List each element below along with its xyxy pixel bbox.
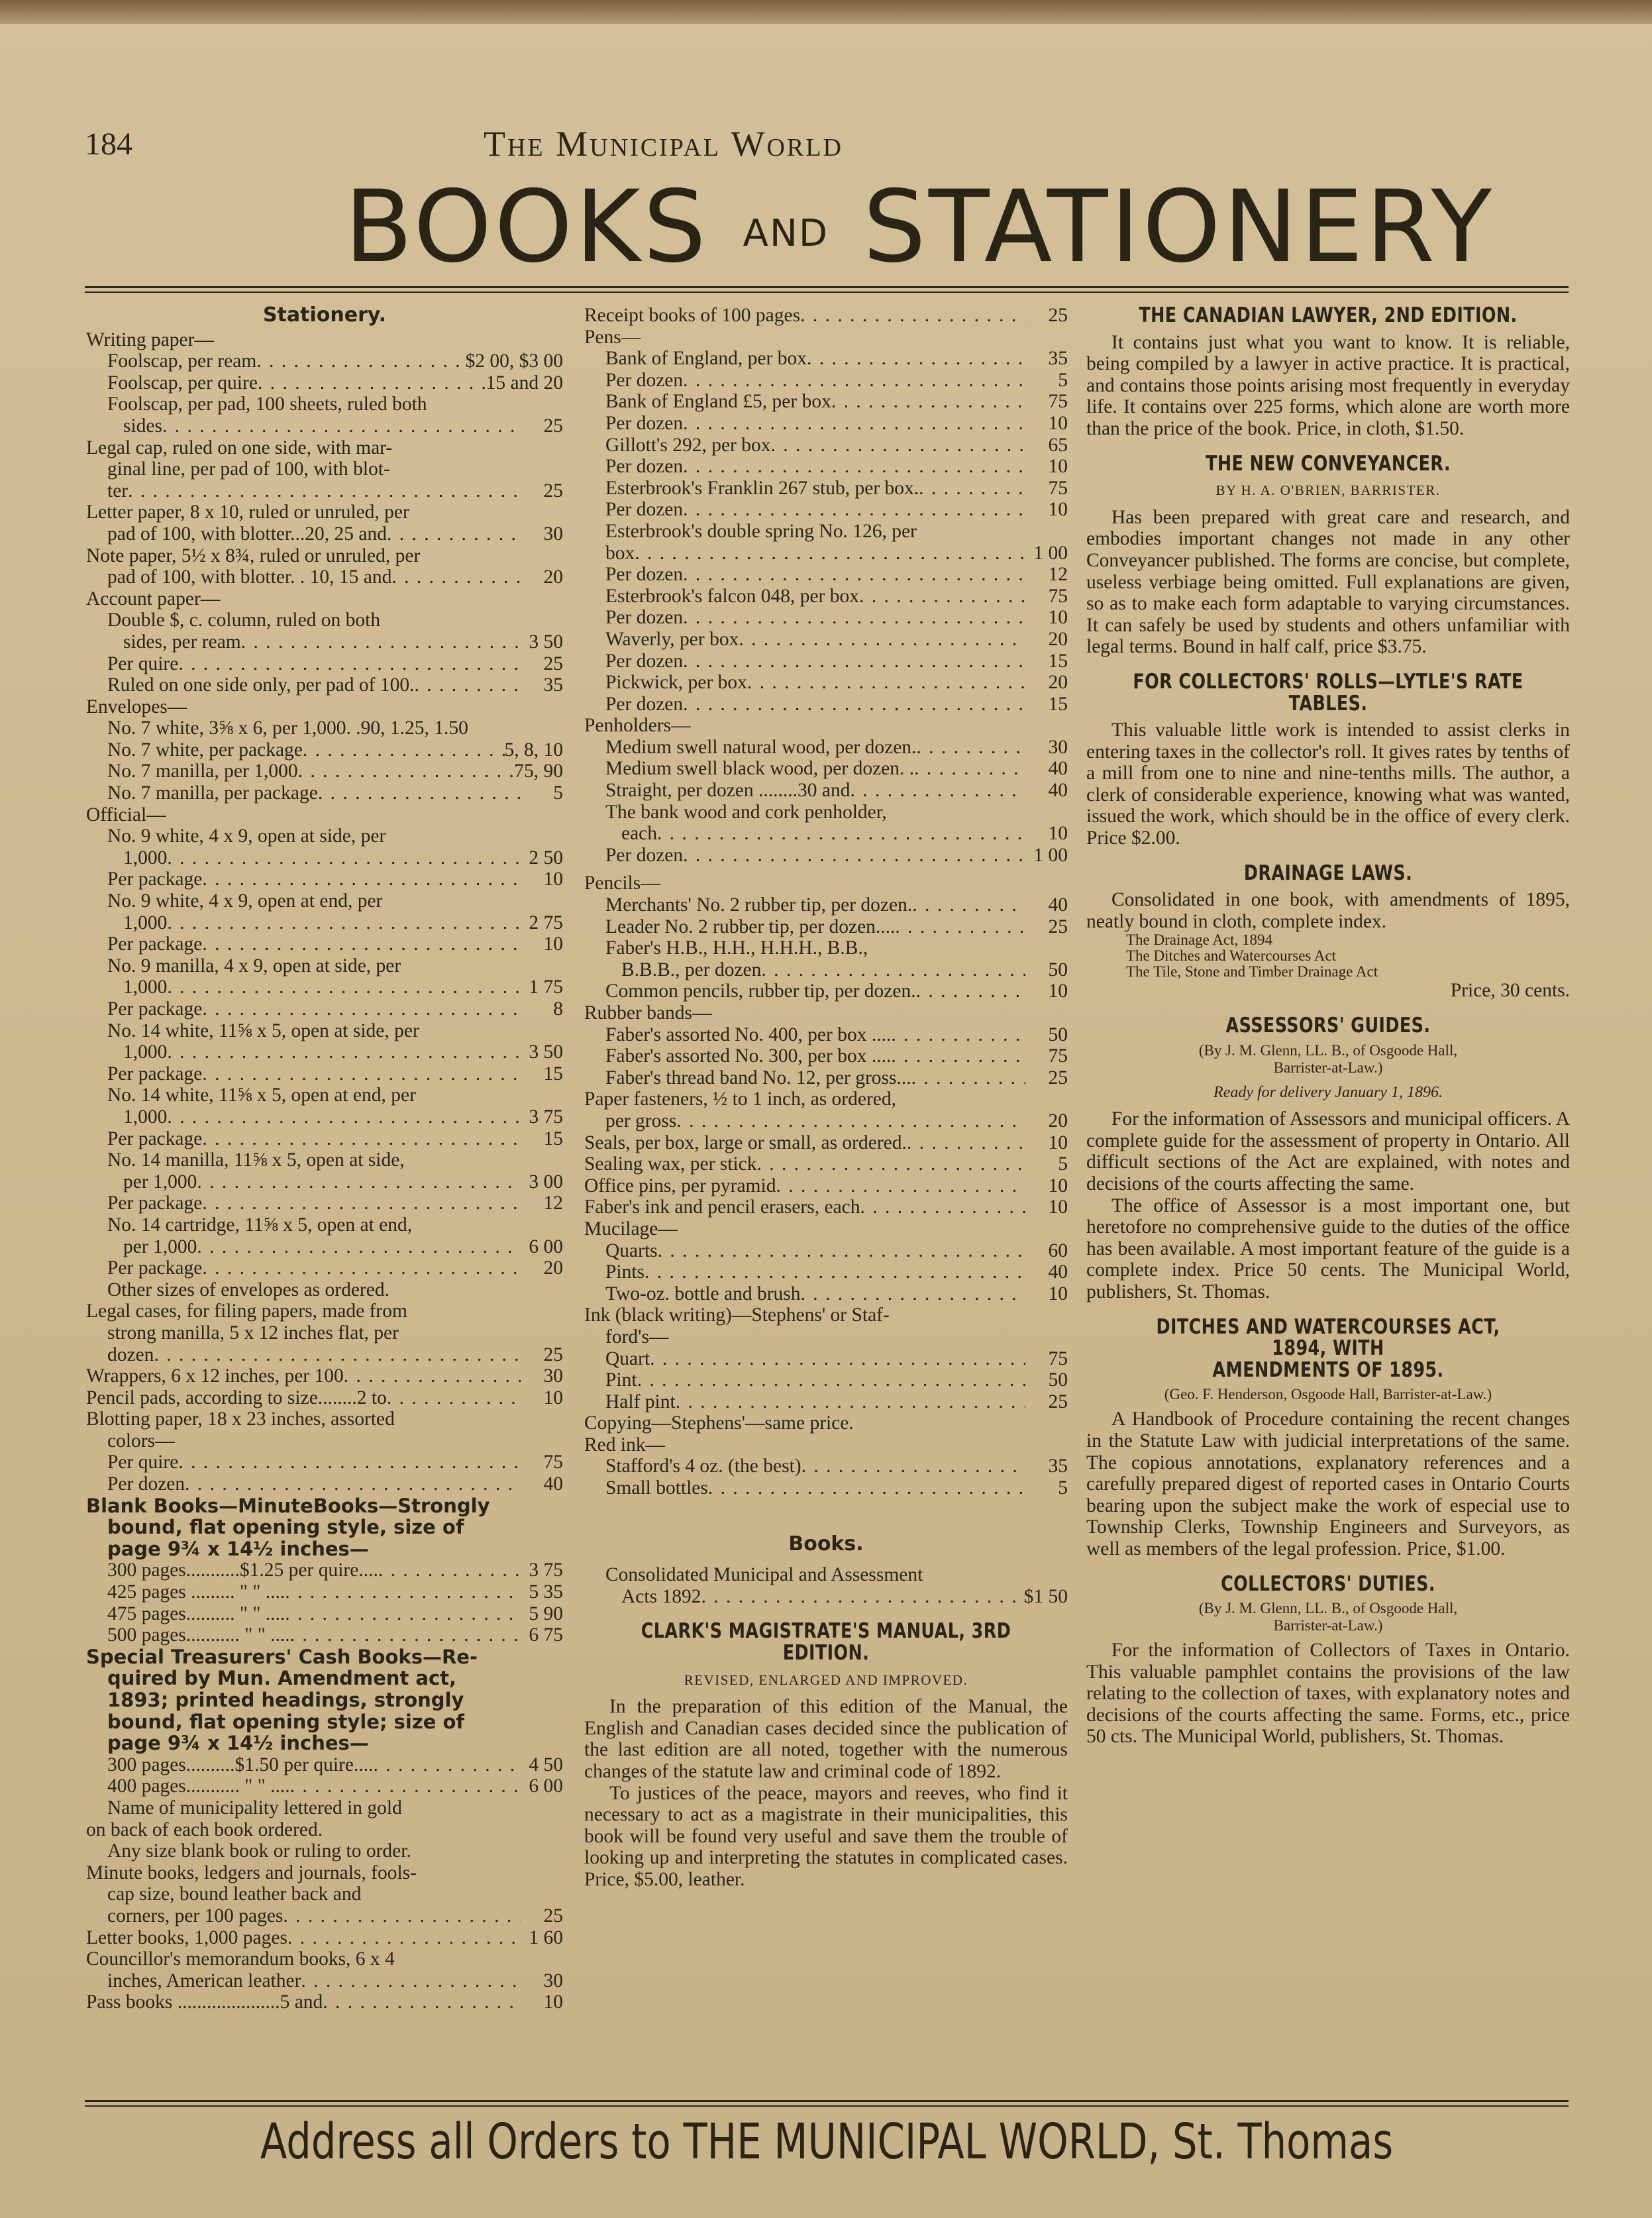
collectors-duties-paragraph: For the information of Collectors of Taxes in Ontario. This valuable pamphlet contains the provisions of the law relating to the collection of taxes, with explanatory notes and decisions of the courts affecting the same. Forms, etc., price 50 cts. The Municipal World, publishers, St. Thomas. bbox=[1086, 1640, 1570, 1748]
price-row: Per package . . . 10 bbox=[86, 869, 563, 890]
price-row: each . . . 10 bbox=[584, 823, 1068, 845]
price-row: Per package . . . 8 bbox=[86, 998, 563, 1020]
price-row: Per dozen . . . 10 bbox=[584, 499, 1068, 521]
price-row: Acts 1892 . . . $1 50 bbox=[584, 1586, 1068, 1608]
item-text: cap size, bound leather back and bbox=[107, 1883, 362, 1905]
price-row: Per package . . . 10 bbox=[86, 933, 563, 955]
footer-address: Address all Orders to THE MUNICIPAL WORLD, St. Thomas bbox=[260, 2113, 1394, 2170]
item-text: on back of each book ordered. bbox=[86, 1819, 323, 1840]
price-row: Quart . . . 75 bbox=[584, 1348, 1068, 1370]
clark-paragraph: In the preparation of this edition of the Manual, the English and Canadian cases decided since the publication of the last edition are all noted, together with the numerous changes of the statute law and criminal code of 1892. bbox=[584, 1696, 1068, 1782]
price-row: 1,000 . . . 2 75 bbox=[86, 912, 563, 934]
bold-heading: Blank Books—MinuteBooks—Strongly bbox=[86, 1494, 490, 1517]
drainage-price: Price, 30 cents. bbox=[1450, 980, 1570, 1002]
price-row: Esterbrook's falcon 048, per box . . . 75 bbox=[584, 586, 1068, 607]
drainage-act: The Ditches and Watercourses Act bbox=[1126, 947, 1337, 965]
price-row: Esterbrook's Franklin 267 stub, per box. . . . 75 bbox=[584, 478, 1068, 500]
price-row: 1,000 . . . 1 75 bbox=[86, 977, 563, 998]
item-text: Letter paper, 8 x 10, ruled or unruled, per bbox=[86, 502, 409, 523]
price-row: Per dozen . . . 12 bbox=[584, 564, 1068, 586]
price-row: dozen . . . 25 bbox=[86, 1344, 563, 1366]
section-caption: Stationery. bbox=[262, 303, 387, 327]
masthead-left: BOOKS bbox=[344, 170, 709, 285]
item-text: Paper fasteners, ½ to 1 inch, as ordered, bbox=[584, 1088, 897, 1110]
price-row: Faber's thread band No. 12, per gross... . . . 25 bbox=[584, 1067, 1068, 1089]
price-row: Foolscap, per quire . . . 15 and 20 bbox=[86, 372, 563, 394]
item-text: No. 9 white, 4 x 9, open at side, per bbox=[107, 825, 386, 847]
drainage-act: The Tile, Stone and Timber Drainage Act bbox=[1126, 963, 1378, 980]
page-number: 184 bbox=[85, 127, 132, 162]
header-rule-thin bbox=[85, 291, 1569, 293]
drainage-act: The Drainage Act, 1894 bbox=[1126, 931, 1272, 949]
collectors-rolls-paragraph: This valuable little work is intended to assist clerks in entering taxes in the collector's roll. It gives rates by tenths of a mill from one to nine and nine-tenths mills. The author, a clerk of considerable experience, knowing what was wanted, issued the work, which should be in the office of every clerk. Price $2.00. bbox=[1086, 719, 1570, 849]
price-row: sides, per ream . . . 3 50 bbox=[86, 631, 563, 653]
clark-subheading: REVISED, ENLARGED AND IMPROVED. bbox=[684, 1671, 968, 1688]
price-row: 425 pages ......... " " .... . . . 5 35 bbox=[86, 1581, 563, 1603]
price-row: Half pint . . . 25 bbox=[584, 1391, 1068, 1413]
ditches-heading: AMENDMENTS OF 1895. bbox=[1212, 1357, 1444, 1382]
price-row: Medium swell black wood, per dozen. . . . . 40 bbox=[584, 758, 1068, 780]
item-text: Esterbrook's double spring No. 126, per bbox=[605, 520, 917, 542]
item-text: No. 9 manilla, 4 x 9, open at side, per bbox=[107, 955, 401, 977]
price-row: Office pins, per pyramid . . . 10 bbox=[584, 1175, 1068, 1197]
clark-heading: CLARK'S MAGISTRATE'S MANUAL, 3RD EDITION. bbox=[641, 1619, 1011, 1665]
price-row: Per package . . . 15 bbox=[86, 1128, 563, 1150]
price-row: B.B.B., per dozen . . . 50 bbox=[584, 959, 1068, 981]
item-text: Name of municipality lettered in gold bbox=[107, 1797, 402, 1819]
bold-heading: 1893; printed headings, strongly bbox=[107, 1689, 464, 1711]
price-row: per 1,000 . . . 3 00 bbox=[86, 1171, 563, 1193]
bold-heading: bound, flat opening style; size of bbox=[107, 1710, 465, 1733]
category: Official— bbox=[86, 804, 166, 825]
header-rule bbox=[85, 286, 1569, 288]
price-row: Bank of England £5, per box . . . 75 bbox=[584, 391, 1068, 413]
price-row: 475 pages.......... " " .... . . . 5 90 bbox=[86, 1603, 563, 1625]
price-row: Ruled on one side only, per pad of 100. . . . 35 bbox=[86, 674, 563, 696]
bold-heading: Special Treasurers' Cash Books—Re- bbox=[86, 1645, 478, 1668]
price-row: Receipt books of 100 pages . . . 25 bbox=[584, 305, 1068, 327]
bold-heading: quired by Mun. Amendment act, bbox=[107, 1667, 457, 1690]
price-row: box . . . 1 00 bbox=[584, 543, 1068, 564]
price-row: Pint . . . 50 bbox=[584, 1369, 1068, 1391]
item-text: No. 9 white, 4 x 9, open at end, per bbox=[107, 890, 383, 912]
price-row: Quarts . . . 60 bbox=[584, 1240, 1068, 1262]
assessors-author: (By J. M. Glenn, LL. B., of Osgoode Hall, Barrister-at-Law.) bbox=[1198, 1041, 1458, 1076]
item-text: Consolidated Municipal and Assessment bbox=[605, 1564, 923, 1586]
price-row: Straight, per dozen ........30 and . . . 40 bbox=[584, 780, 1068, 802]
price-row: Pass books .....................5 and . . . 10 bbox=[86, 1991, 563, 2013]
price-row: Foolscap, per ream . . . $2 00, $3 00 bbox=[86, 350, 563, 372]
price-row: Pencil pads, according to size........2 to . . . 10 bbox=[86, 1387, 563, 1409]
item-text: Foolscap, per pad, 100 sheets, ruled both bbox=[107, 394, 427, 415]
price-row: Per package . . . 12 bbox=[86, 1192, 563, 1214]
conveyancer-heading: THE NEW CONVEYANCER. bbox=[1206, 451, 1451, 476]
price-row: Small bottles . . . 5 bbox=[584, 1477, 1068, 1499]
lawyer-heading: THE CANADIAN LAWYER, 2ND EDITION. bbox=[1139, 303, 1518, 327]
category: Account paper— bbox=[86, 588, 221, 609]
price-row: Pickwick, per box . . . 20 bbox=[584, 672, 1068, 694]
price-row: Gillott's 292, per box . . . 65 bbox=[584, 435, 1068, 456]
item-text: ginal line, per pad of 100, with blot- bbox=[107, 458, 390, 480]
running-head: The Municipal World bbox=[484, 124, 843, 164]
assessors-paragraph: For the information of Assessors and municipal officers. A complete guide for the assessment of property in Ontario. All difficult sections of the Act are explained, with notes and decisions of the courts affecting the same. bbox=[1086, 1108, 1570, 1194]
price-row: 1,000 . . . 3 75 bbox=[86, 1106, 563, 1128]
item-text: strong manilla, 5 x 12 inches flat, per bbox=[107, 1322, 399, 1344]
price-row: 1,000 . . . 2 50 bbox=[86, 847, 563, 869]
price-row: 400 pages........... " " .... . . . 6 00 bbox=[86, 1775, 563, 1797]
assessors-ready: Ready for delivery January 1, 1896. bbox=[1213, 1083, 1443, 1101]
price-row: No. 7 manilla, per 1,000 . . . 75, 90 bbox=[86, 761, 563, 782]
bold-heading: page 9¾ x 14½ inches— bbox=[107, 1732, 369, 1755]
ditches-heading: DITCHES AND WATERCOURSES ACT, 1894, WITH bbox=[1156, 1314, 1500, 1361]
item-text: Blotting paper, 18 x 23 inches, assorted bbox=[86, 1408, 395, 1430]
price-row: Per dozen . . . 10 bbox=[584, 607, 1068, 629]
price-row: Per dozen . . . 15 bbox=[584, 651, 1068, 672]
category: Writing paper— bbox=[86, 329, 214, 350]
conveyancer-paragraph: Has been prepared with great care and research, and embodies important changes not made in any other Conveyancer published. The forms are concise, but complete, useless verbiage being omitted. Full explanations are given, so as to make each form adaptable to varying circumstances. It can safely be used by students and others unfamiliar with legal terms. Bound in half calf, price $3.75. bbox=[1086, 506, 1570, 658]
item-text: Note paper, 5½ x 8¾, ruled or unruled, per bbox=[86, 545, 421, 566]
price-row: 300 pages..........$1.50 per quire.... . . . 4 50 bbox=[86, 1754, 563, 1776]
price-row: No. 7 manilla, per package . . . 5 bbox=[86, 782, 563, 804]
item-text: Minute books, ledgers and journals, fools- bbox=[86, 1862, 417, 1883]
conveyancer-author: BY H. A. O'BRIEN, BARRISTER. bbox=[1215, 482, 1441, 499]
price-row: Seals, per box, large or small, as ordered. . . . 10 bbox=[584, 1132, 1068, 1154]
price-row: Faber's assorted No. 400, per box .... . . . 50 bbox=[584, 1024, 1068, 1046]
price-row: 300 pages...........$1.25 per quire.... . . . 3 75 bbox=[86, 1559, 563, 1581]
column-books bbox=[1086, 305, 1570, 1748]
item-text: The bank wood and cork penholder, bbox=[605, 801, 887, 823]
lawyer-paragraph: It contains just what you want to know. It is reliable, being compiled by a lawyer in active practice. It is practical, and contains those points arising most frequently in everyday life. It contains over 225 forms, which alone are worth more than the price of the book. Price, in cloth, $1.50. bbox=[1086, 331, 1570, 439]
price-row: Per dozen . . . 10 bbox=[584, 413, 1068, 435]
collectors-rolls-heading: FOR COLLECTORS' ROLLS—LYTLE'S RATE TABLES. bbox=[1133, 669, 1523, 715]
category: Rubber bands— bbox=[584, 1002, 712, 1024]
price-row: Per package . . . 15 bbox=[86, 1063, 563, 1085]
item-text: No. 14 manilla, 11⅝ x 5, open at side, bbox=[107, 1149, 405, 1171]
price-row: Merchants' No. 2 rubber tip, per dozen. . . . 40 bbox=[584, 894, 1068, 916]
drainage-heading: DRAINAGE LAWS. bbox=[1243, 861, 1413, 885]
price-row: ter . . . 25 bbox=[86, 480, 563, 502]
item-text: Councillor's memorandum books, 6 x 4 bbox=[86, 1948, 395, 1970]
bold-heading: page 9¾ x 14½ inches— bbox=[107, 1537, 369, 1560]
footer-rule-thin bbox=[85, 2105, 1569, 2107]
price-row: Per quire . . . 25 bbox=[86, 653, 563, 675]
item-text: Other sizes of envelopes as ordered. bbox=[107, 1279, 389, 1300]
collectors-duties-heading: COLLECTORS' DUTIES. bbox=[1221, 1571, 1435, 1596]
price-row: Per dozen . . . 5 bbox=[584, 370, 1068, 392]
item-text: colors— bbox=[107, 1430, 175, 1452]
price-row: Waverly, per box . . . 20 bbox=[584, 629, 1068, 651]
price-row: Stafford's 4 oz. (the best) . . . 35 bbox=[584, 1455, 1068, 1477]
price-row: Letter books, 1,000 pages . . . 1 60 bbox=[86, 1927, 563, 1949]
item-text: Faber's H.B., H.H., H.H.H., B.B., bbox=[605, 937, 868, 959]
price-row: Faber's ink and pencil erasers, each . . . 10 bbox=[584, 1196, 1068, 1218]
category: Pens— bbox=[584, 326, 641, 348]
price-row: inches, American leather . . . 30 bbox=[86, 1970, 563, 1992]
price-row: Sealing wax, per stick . . . 5 bbox=[584, 1153, 1068, 1175]
price-row: Per dozen . . . 40 bbox=[86, 1473, 563, 1495]
item-text: No. 7 white, 3⅝ x 6, per 1,000. .90, 1.25, 1.50 bbox=[107, 717, 468, 739]
category: Mucilage— bbox=[584, 1218, 678, 1240]
price-row: Two-oz. bottle and brush . . . 10 bbox=[584, 1283, 1068, 1305]
category: Pencils— bbox=[584, 872, 660, 894]
footer-rule bbox=[85, 2100, 1569, 2102]
category: Red ink— bbox=[584, 1434, 666, 1455]
item-text: Any size blank book or ruling to order. bbox=[107, 1840, 411, 1862]
bold-heading: bound, flat opening style, size of bbox=[107, 1516, 464, 1539]
item-text: No. 14 white, 11⅝ x 5, open at end, per bbox=[107, 1084, 416, 1106]
masthead bbox=[344, 170, 1495, 285]
price-row: Common pencils, rubber tip, per dozen. . . . 10 bbox=[584, 980, 1068, 1002]
ditches-author: (Geo. F. Henderson, Osgoode Hall, Barrister-at-Law.) bbox=[1164, 1386, 1492, 1403]
price-row: 1,000 . . . 3 50 bbox=[86, 1041, 563, 1063]
price-row: per 1,000 . . . 6 00 bbox=[86, 1236, 563, 1258]
assessors-heading: ASSESSORS' GUIDES. bbox=[1225, 1014, 1431, 1038]
ditches-paragraph: A Handbook of Procedure containing the recent changes in the Statute Law with judicial interpretations of the same. The copious annotations, explanatory references and a carefully prepared digest of reported cases in Ontario Courts bearing upon the subject make the work of especial use to Township Clerks, Township Engineers and Surveyors, as well as members of the legal profession. Price, $1.00. bbox=[1086, 1408, 1570, 1559]
item-text: Ink (black writing)—Stephens' or Staf- bbox=[584, 1304, 890, 1326]
price-row: Per package . . . 20 bbox=[86, 1257, 563, 1279]
item-text: Legal cases, for filing papers, made from bbox=[86, 1300, 407, 1322]
price-row: 500 pages........... " " .... . . . 6 75 bbox=[86, 1624, 563, 1646]
collectors-duties-author: (By J. M. Glenn, LL. B., of Osgoode Hall, Barrister-at-Law.) bbox=[1198, 1600, 1458, 1634]
price-row: Medium swell natural wood, per dozen. . . . 30 bbox=[584, 737, 1068, 759]
item-text: Legal cap, ruled on one side, with mar- bbox=[86, 437, 393, 458]
price-row: Faber's assorted No. 300, per box .... . . . 75 bbox=[584, 1045, 1068, 1067]
price-row: sides . . . 25 bbox=[86, 415, 563, 437]
price-row: Pints . . . 40 bbox=[584, 1261, 1068, 1283]
price-row: Bank of England, per box . . . 35 bbox=[584, 348, 1068, 370]
price-row: pad of 100, with blotter...20, 25 and . . . 30 bbox=[86, 523, 563, 545]
category: Envelopes— bbox=[86, 696, 187, 717]
assessors-paragraph: The office of Assessor is a most important one, but heretofore no comprehensive guide to the duties of the office has been available. A most important feature of the guide is a complete index. Price 50 cents. The Municipal World, publishers, St. Thomas. bbox=[1086, 1194, 1570, 1302]
column-stationery-books bbox=[584, 305, 1068, 1891]
price-row: pad of 100, with blotter. . 10, 15 and . . . 20 bbox=[86, 566, 563, 588]
price-row: per gross . . . 20 bbox=[584, 1110, 1068, 1132]
item-text: No. 14 white, 11⅝ x 5, open at side, per bbox=[107, 1020, 419, 1041]
books-caption: Books. bbox=[788, 1532, 864, 1556]
item-text: No. 14 cartridge, 11⅝ x 5, open at end, bbox=[107, 1214, 413, 1236]
drainage-paragraph: Consolidated in one book, with amendments of 1895, neatly bound in cloth, complete index. bbox=[1086, 889, 1570, 932]
masthead-and: AND bbox=[743, 211, 829, 255]
item-text: Copying—Stephens'—same price. bbox=[584, 1412, 854, 1434]
price-row: Per quire . . . 75 bbox=[86, 1452, 563, 1473]
clark-paragraph: To justices of the peace, mayors and reeves, who find it necessary to act as a magistrate in their municipalities, this book will be found very useful and save them the trouble of looking up and interpreting the statutes in complicated cases. Price, $5.00, leather. bbox=[584, 1782, 1068, 1890]
masthead-right: STATIONERY bbox=[862, 170, 1495, 285]
price-row: Per dozen . . . 1 00 bbox=[584, 845, 1068, 867]
item-text: ford's— bbox=[605, 1326, 669, 1347]
price-row: Per dozen . . . 15 bbox=[584, 694, 1068, 715]
price-row: Leader No. 2 rubber tip, per dozen.... . . . 25 bbox=[584, 916, 1068, 938]
item-text: Double $, c. column, ruled on both bbox=[107, 609, 381, 631]
price-row: Per dozen . . . 10 bbox=[584, 456, 1068, 478]
column-stationery bbox=[86, 305, 563, 2013]
category: Penholders— bbox=[584, 715, 691, 737]
price-row: corners, per 100 pages . . . 25 bbox=[86, 1905, 563, 1927]
price-row: No. 7 white, per package . . . 5, 8, 10 bbox=[86, 739, 563, 761]
price-row: Wrappers, 6 x 12 inches, per 100 . . . 30 bbox=[86, 1365, 563, 1387]
page-top-edge bbox=[0, 0, 1652, 24]
